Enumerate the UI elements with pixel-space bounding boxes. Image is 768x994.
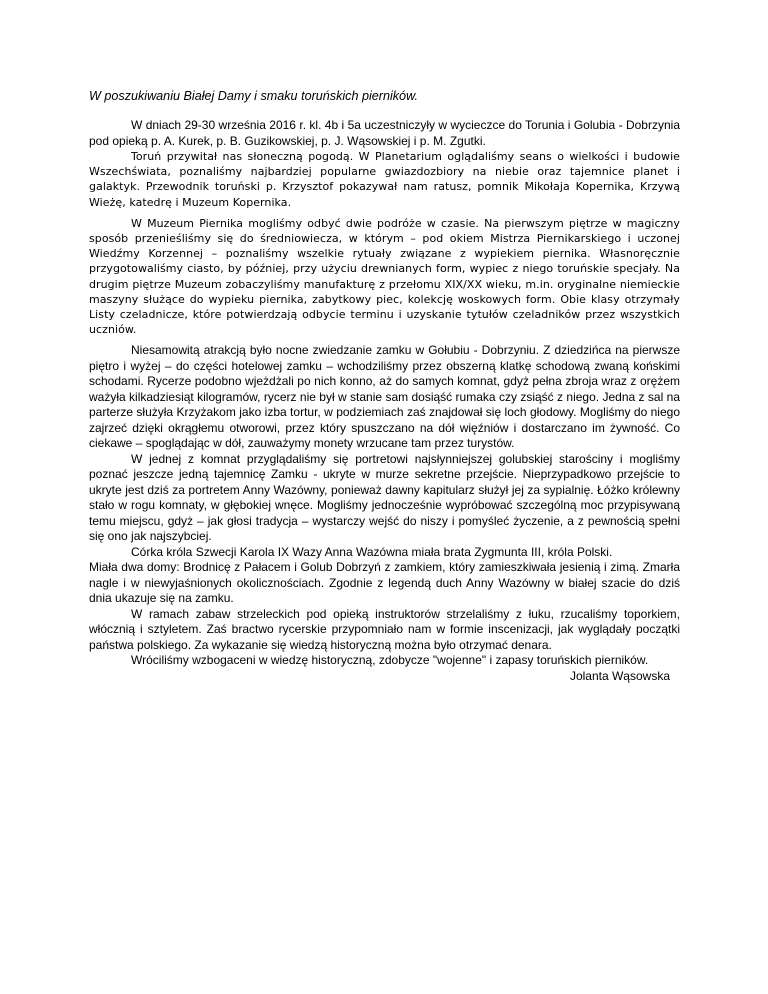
document-page xyxy=(89,88,680,684)
paragraph-portrait-secret-passage: W jednej z komnat przyglądaliśmy się portretowi najsłynniejszej golubskiej starościny i mogliśmy poznać jeszcze jedną tajemnicę Zamku - ukryte w murze sekretne przejście. Nieprzypadkowo przejście to ukryte jest dziś za portretem Anny Wazówny, ponieważ dawny kapitularz służył jej za sypialnię. Łóżko królewny stało w rogu komnaty, w głębokiej wnęce. Mogliśmy jednocześnie wypróbować szczególną moc przypisywaną temu miejscu, gdyż – jak głosi tradycja – wystarczy wejść do niszy i pomyśleć życzenie, a z pewnością spełni się ono jak najszybciej. xyxy=(89,451,680,544)
paragraph-torun-planetarium: Toruń przywitał nas słoneczną pogodą. W Planetarium oglądaliśmy seans o wielkości i budowie Wszechświata, poznaliśmy najbardziej popularne gwiazdozbiory na niebie oraz tajemnice planet i galaktyk. Przewodnik toruński p. Krzysztof pokazywał nam ratusz, pomnik Mikołaja Kopernika, Krzywą Wieżę, katedrę i Muzeum Kopernika. xyxy=(89,150,680,209)
paragraph-two-homes: Miała dwa domy: Brodnicę z Pałacem i Golub Dobrzyń z zamkiem, który zamieszkiwała jesienią i zimą. Zmarła nagle i w niewyjaśnionych okolicznościach. Zgodnie z legendą duch Anny Wazówny w białej szacie do dziś dnia ukazuje się na zamku. xyxy=(89,560,680,606)
paragraph-anna-wazowna: Córka króla Szwecji Karola IX Wazy Anna Wazówna miała brata Zygmunta III, króla Polski. xyxy=(131,544,613,559)
author-signature: Jolanta Wąsowska xyxy=(569,668,670,683)
paragraph-shooting-games: W ramach zabaw strzeleckich pod opieką instruktorów strzelaliśmy z łuku, rzucaliśmy toporkiem, włócznią i sztyletem. Zaś bractwo rycerskie przypomniało nam w formie inscenizacji, jak wyglądały początki państwa polskiego. Za wykazanie się wiedzą historyczną można było otrzymać denara. xyxy=(89,606,680,652)
document-title: W poszukiwaniu Białej Damy i smaku toruńskich pierników. xyxy=(89,89,418,103)
paragraph-night-castle-tour: Niesamowitą atrakcją było nocne zwiedzanie zamku w Gołubiu - Dobrzyniu. Z dziedzińca na pierwsze piętro i wyżej – do części hotelowej zamku – wchodziliśmy przez obszerną klatkę schodową zwaną końskimi schodami. Rycerze podobno wjeżdżali po nich konno, aż do samych komnat, gdyż pełna zbroja wraz z orężem ważyła kilkadziesiąt kilogramów, rycerz nie był w stanie sam dosiąść rumaka czy zsiąść z niego. Jedna z sal na parterze służyła Krzyżakom jako izba tortur, w podziemiach zaś znajdował się loch głodowy. Mogliśmy do niego zajrzeć dzięki okrągłemu otworowi, przez który spuszczano na dół więźniów i dostarczano im żywność. Co ciekawe – spoglądając w dół, zauważymy monety wrzucane tam przez turystów. xyxy=(89,343,680,451)
paragraph-trip-intro: W dniach 29-30 września 2016 r. kl. 4b i 5a uczestniczyły w wycieczce do Torunia i Golubia - Dobrzynia pod opieką p. A. Kurek, p. B. Guzikowskiej, p. J. Wąsowskiej i p. M. Zgutki. xyxy=(89,118,680,148)
paragraph-return: Wróciliśmy wzbogaceni w wiedzę historyczną, zdobycze "wojenne" i zapasy toruńskich pierników. xyxy=(131,653,649,668)
paragraph-gingerbread-museum: W Muzeum Piernika mogliśmy odbyć dwie podróże w czasie. Na pierwszym piętrze w magiczny sposób przenieśliśmy się do średniowiecza, w którym – pod okiem Mistrza Piernikarskiego i uczonej Wiedźmy Korzennej – poznaliśmy wszelkie rytuały związane z wypiekiem piernika. Własnoręcznie przygotowaliśmy ciasto, by później, przy użyciu drewnianych form, wypiec z niego toruńskie specjały. Na drugim piętrze Muzeum zobaczyliśmy manufakturę z przełomu XIX/XX wieku, m.in. oryginalne niemieckie maszyny służące do wypieku piernika, zabytkowy piec, kolekcję woskowych form. Obie klasy otrzymały Listy czeladnicze, które potwierdzają odbycie terminu i uzyskanie tytułów czeladników przez wszystkich uczniów. xyxy=(89,216,680,337)
